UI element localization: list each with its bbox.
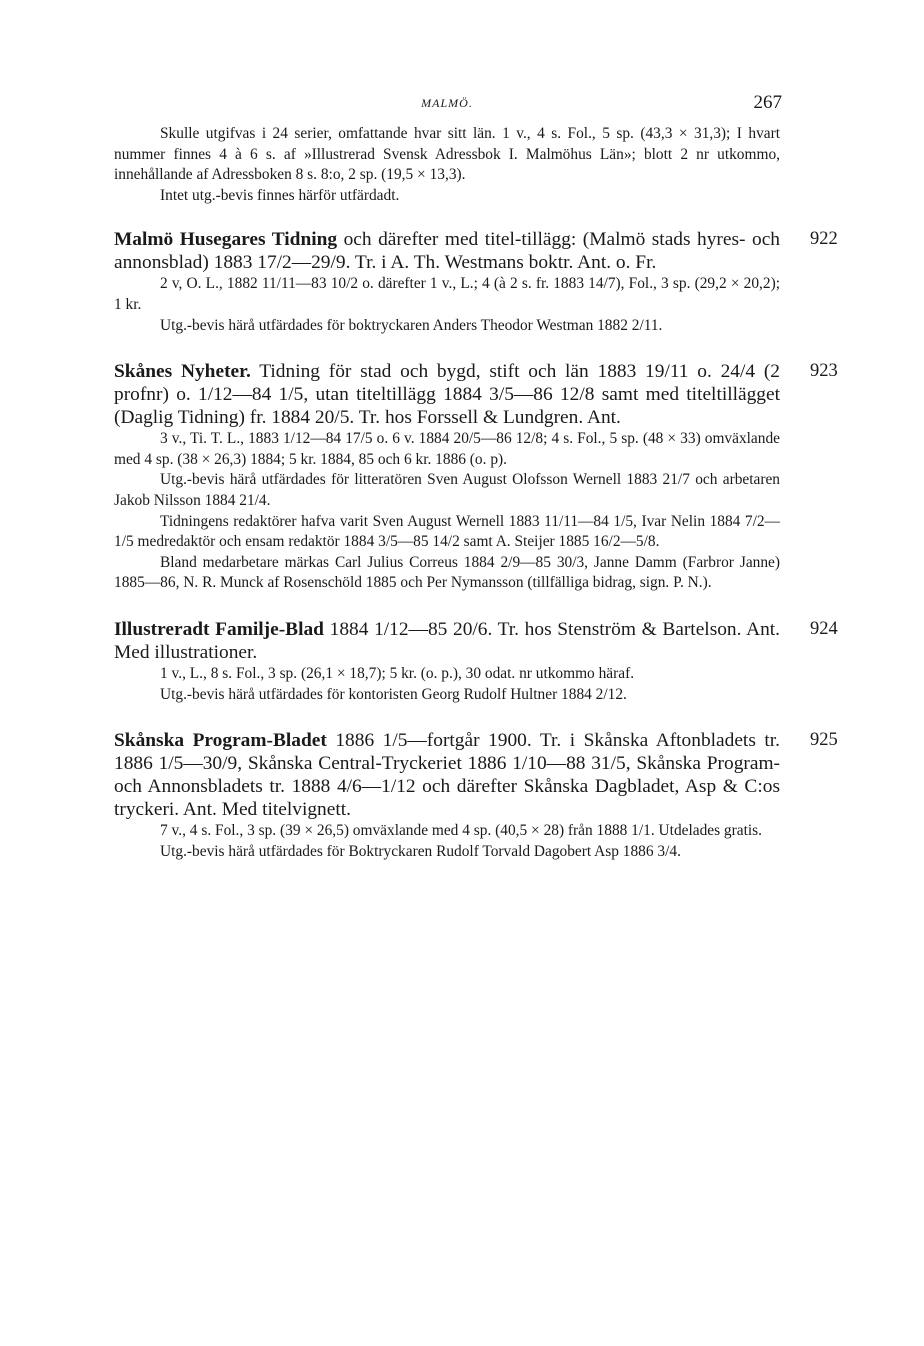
entry-924-number: 924 [810,618,838,639]
running-title: MALMÖ. [421,96,473,110]
entry-923-detail-2: Utg.-bevis härå utfärdades för litteratören Sven August Olofsson Wernell 1883 21/7 och arbetaren Jakob Nilsson 1884 21/4. [114,471,780,509]
entry-924-main [114,618,838,664]
entry-924-detail-1: 1 v., L., 8 s. Fol., 3 sp. (26,1 × 18,7); 5 kr. (o. p.), 30 odat. nr utkommo häraf. [160,664,635,682]
entry-925-detail-1: 7 v., 4 s. Fol., 3 sp. (39 × 26,5) omväxlande med 4 sp. (40,5 × 28) från 1888 1/1. Utdelades gratis. [160,822,762,840]
entry-925-detail-2: Utg.-bevis härå utfärdades för Boktryckaren Rudolf Torvald Dagobert Asp 1886 3/4. [160,842,681,860]
entry-922-title: Malmö Husegares Tidning [114,229,338,251]
intro-paragraph: Skulle utgifvas i 24 serier, omfattande hvar sitt län. 1 v., 4 s. Fol., 5 sp. (43,3 × 31,3); I hvart nummer finnes 4 à 6 s. af »Illustrerad Svensk Adressbok I. Malmöhus Län»; blott 2 nr utkommo, innehållande af Adressboken 8 s. 8:o, 2 sp. (19,5 × 13,3). [114,125,780,184]
page-number: 267 [753,92,782,113]
entry-923-detail-3: Tidningens redaktörer hafva varit Sven August Wernell 1883 11/11—84 1/5, Ivar Nelin 1884 7/2—1/5 medredaktör och ensam redaktör 1884 3/5—85 14/2 samt A. Steijer 1885 16/2—5/8. [114,512,780,551]
running-header [114,88,780,124]
page [114,88,838,862]
entry-923-main [114,360,838,429]
entry-925-main [114,729,838,821]
entry-923-detail-4: Bland medarbetare märkas Carl Julius Correus 1884 2/9—85 30/3, Janne Damm (Farbror Janne) 1885—86, N. R. Munck af Rosenschöld 1885 och Per Nymansson (tillfälliga bidrag, sign. P. N.). [114,553,780,592]
entry-922-number: 922 [810,229,838,250]
entry-924-detail-2: Utg.-bevis härå utfärdades för kontoristen Georg Rudolf Hultner 1884 2/12. [160,685,627,703]
entry-922-text: och därefter med titel-tillägg: (Malmö stads hyres- och annonsblad) 1883 17/2—29/9. Tr. i A. Th. Westmans boktr. Ant. o. Fr. [114,229,780,274]
entry-922-detail-1: 2 v, O. L., 1882 11/11—83 10/2 o. därefter 1 v., L.; 4 (à 2 s. fr. 1883 14/7), Fol., 3 sp. (29,2 × 20,2); 1 kr. [114,275,780,313]
entry-925-text: 1886 1/5—fortgår 1900. Tr. i Skånska Aftonbladets tr. 1886 1/5—30/9, Skånska Central-Tryckeriet 1886 1/10—88 31/5, Skånska Program- och Annonsbladets tr. 1888 4/6—1/12 och därefter Skånska Dagbladet, Asp & C:os tryckeri. Ant. Med titelvignett. [114,730,780,821]
intro-note: Intet utg.-bevis finnes härför utfärdadt. [160,186,400,204]
entry-925-title: Skånska Program-Bladet [114,730,327,752]
entry-923-number: 923 [810,361,838,382]
entry-922-detail-2: Utg.-bevis härå utfärdades för boktryckaren Anders Theodor Westman 1882 2/11. [160,316,663,334]
entry-922-main [114,228,838,274]
entry-924-title: Illustreradt Familje-Blad [114,618,324,640]
entry-923-title: Skånes Nyheter. [114,361,251,383]
entry-924-text: 1884 1/12—85 20/6. Tr. hos Stenström & Bartelson. Ant. Med illustrationer. [114,618,780,663]
entry-923-text: Tidning för stad och bygd, stift och län 1883 19/11 o. 24/4 (2 profnr) o. 1/12—84 1/5, utan titeltillägg 1884 3/5—86 12/8 samt med titeltillägget (Daglig Tidning) fr. 1884 20/5. Tr. hos Forssell & Lundgren. Ant. [114,361,781,429]
entry-925-number: 925 [810,730,838,751]
entry-923-detail-1: 3 v., Ti. T. L., 1883 1/12—84 17/5 o. 6 v. 1884 20/5—86 12/8; 4 s. Fol., 5 sp. (48 × 33) omväxlande med 4 sp. (38 × 26,3) 1884; 5 kr. 1884, 85 och 6 kr. 1886 (o. p). [114,430,780,468]
